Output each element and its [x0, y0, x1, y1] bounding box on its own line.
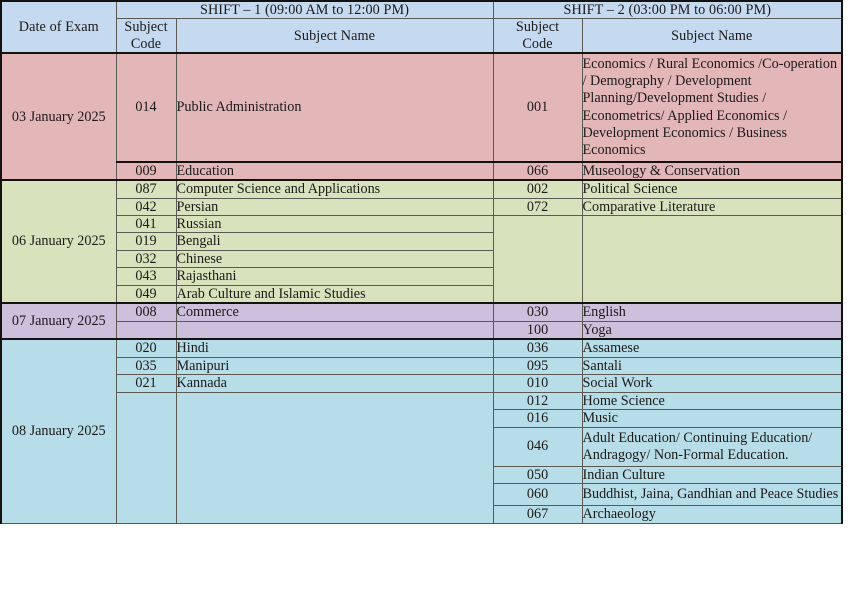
subject-name-shift2: Buddhist, Jaina, Gandhian and Peace Studies — [582, 484, 842, 506]
empty-name-shift2 — [582, 216, 842, 304]
header-subject-name-shift2: Subject Name — [582, 19, 842, 53]
subject-code-shift1: 049 — [116, 285, 176, 303]
header-row-shifts — [1, 1, 842, 19]
subject-name-shift1: Education — [176, 162, 493, 180]
subject-code-shift1: 020 — [116, 339, 176, 357]
subject-name-shift1: Persian — [176, 198, 493, 215]
subject-name-shift2: Music — [582, 410, 842, 427]
table-row — [1, 216, 842, 233]
header-subject-code-shift2 — [493, 19, 582, 53]
table-row — [1, 198, 842, 215]
subject-code-shift2: 060 — [493, 484, 582, 506]
subject-code-shift2: 010 — [493, 375, 582, 392]
subject-code-label-line2: Code — [522, 35, 553, 52]
subject-name-shift1: Public Administration — [176, 53, 493, 161]
table-row — [1, 162, 842, 180]
subject-code-shift1: 042 — [116, 198, 176, 215]
subject-code-shift2: 067 — [493, 506, 582, 523]
subject-name-shift1: Commerce — [176, 303, 493, 321]
table-row — [1, 375, 842, 392]
subject-name-shift2: Home Science — [582, 392, 842, 409]
exam-date-cell: 03 January 2025 — [1, 53, 116, 180]
subject-name-shift2: Political Science — [582, 180, 842, 198]
subject-name-shift2: English — [582, 303, 842, 321]
subject-code-shift1: 008 — [116, 303, 176, 321]
subject-code-shift1: 035 — [116, 357, 176, 374]
header-subject-name-shift1: Subject Name — [176, 19, 493, 53]
subject-code-shift1: 021 — [116, 375, 176, 392]
subject-name-shift2: Social Work — [582, 375, 842, 392]
exam-date-cell: 08 January 2025 — [1, 339, 116, 523]
table-row — [1, 321, 842, 339]
subject-name-shift2: Yoga — [582, 321, 842, 339]
subject-name-shift2: Assamese — [582, 339, 842, 357]
exam-date-cell: 06 January 2025 — [1, 180, 116, 303]
subject-name-shift1: Computer Science and Applications — [176, 180, 493, 198]
subject-name-shift2: Adult Education/ Continuing Education/ Andragogy/ Non-Formal Education. — [582, 427, 842, 466]
subject-code-label-line2: Code — [130, 35, 162, 52]
subject-code-shift2: 002 — [493, 180, 582, 198]
subject-code-shift2: 016 — [493, 410, 582, 427]
subject-name-shift1: Chinese — [176, 250, 493, 267]
subject-code-shift1: 041 — [116, 216, 176, 233]
subject-name-shift2: Santali — [582, 357, 842, 374]
subject-name-shift1: Russian — [176, 216, 493, 233]
table-row — [1, 339, 842, 357]
empty-code-shift1 — [116, 392, 176, 523]
header-subject-code-shift1 — [116, 19, 176, 53]
table-row — [1, 53, 842, 161]
subject-name-shift1: Manipuri — [176, 357, 493, 374]
subject-code-shift1: 043 — [116, 268, 176, 285]
subject-code-shift1: 009 — [116, 162, 176, 180]
subject-code-shift2: 012 — [493, 392, 582, 409]
subject-code-shift1: 087 — [116, 180, 176, 198]
subject-code-shift2: 030 — [493, 303, 582, 321]
subject-name-shift2: Comparative Literature — [582, 198, 842, 215]
subject-code-shift2: 095 — [493, 357, 582, 374]
subject-code-shift2: 050 — [493, 466, 582, 483]
table-row — [1, 180, 842, 198]
subject-name-shift2: Museology & Conservation — [582, 162, 842, 180]
empty-name-shift1 — [176, 321, 493, 339]
table-row — [1, 392, 842, 409]
empty-code-shift2 — [493, 216, 582, 304]
subject-code-shift1: 032 — [116, 250, 176, 267]
subject-code-shift1: 014 — [116, 53, 176, 161]
subject-code-shift2: 072 — [493, 198, 582, 215]
subject-name-shift2: Economics / Rural Economics /Co-operation / Demography / Development Planning/Development Studies / Econometrics/ Applied Economics / Development Economics / Business Economics — [582, 53, 842, 161]
subject-code-shift2: 001 — [493, 53, 582, 161]
header-shift-1: SHIFT – 1 (09:00 AM to 12:00 PM) — [116, 1, 493, 19]
empty-name-shift1 — [176, 392, 493, 523]
subject-name-shift1: Rajasthani — [176, 268, 493, 285]
subject-name-shift1: Bengali — [176, 233, 493, 250]
empty-code-shift1 — [116, 321, 176, 339]
subject-code-shift2: 046 — [493, 427, 582, 466]
header-date-of-exam: Date of Exam — [1, 1, 116, 53]
header-row-columns — [1, 19, 842, 53]
subject-code-shift1: 019 — [116, 233, 176, 250]
subject-name-shift2: Indian Culture — [582, 466, 842, 483]
table-row — [1, 357, 842, 374]
subject-name-shift1: Hindi — [176, 339, 493, 357]
subject-code-shift2: 066 — [493, 162, 582, 180]
table-row — [1, 303, 842, 321]
subject-name-shift1: Kannada — [176, 375, 493, 392]
subject-code-shift2: 100 — [493, 321, 582, 339]
header-shift-2: SHIFT – 2 (03:00 PM to 06:00 PM) — [493, 1, 842, 19]
subject-code-label-line1: Subject — [124, 19, 168, 36]
subject-name-shift1: Arab Culture and Islamic Studies — [176, 285, 493, 303]
exam-date-cell: 07 January 2025 — [1, 303, 116, 339]
subject-code-shift2: 036 — [493, 339, 582, 357]
subject-code-label-line1: Subject — [515, 19, 560, 36]
subject-name-shift2: Archaeology — [582, 506, 842, 523]
